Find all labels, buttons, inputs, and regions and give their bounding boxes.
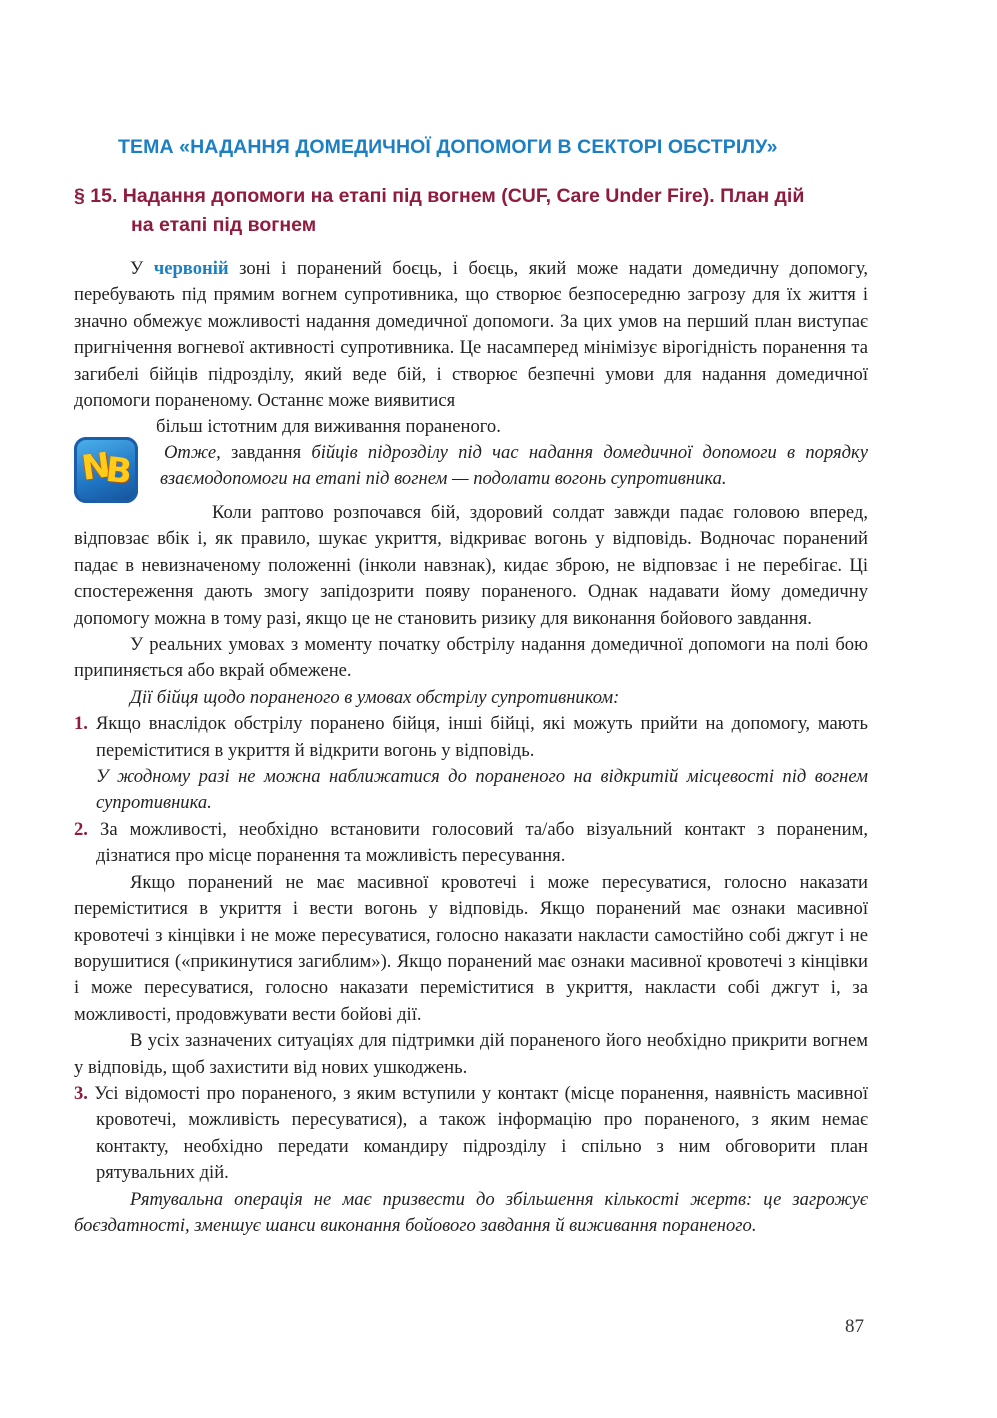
list-item-1-note: У жодному разі не можна наближатися до пораненого на відкритій місцевості під вогнем супротивника. xyxy=(96,766,868,814)
nb-lead: Отже, xyxy=(164,442,221,463)
paragraph-rescue-operation: Рятувальна операція не має призвести до збільшення кількості жертв: це загрожує боєздатності, зменшує шанси виконання бойового завдання й виживання пораненого. xyxy=(74,1188,868,1236)
red-zone-term: червоній xyxy=(153,258,229,279)
paragraph-intro xyxy=(74,256,868,441)
theme-heading: ТЕМА «НАДАННЯ ДОМЕДИЧНОЇ ДОПОМОГИ В СЕКТОРІ ОБСТРІЛУ» xyxy=(118,136,778,158)
intro-text-post: зоні і поранений боєць, і боєць, який може надати домедичну допомогу, перебувають під прямим вогнем супротивника, що створює безпосередню загрозу для їх життя і значно обмежує можливості надання домедичної допомоги. За цих умов на перший план виступає пригнічення вогневої активності супротивника. Це насамперед мінімізує вірогідність поранення та загибелі бійців підрозділу, який веде бій, і створює безпечні умови для надання домедичної допомоги пораненому. Останнє може виявитися xyxy=(74,258,868,412)
actions-heading: Дії бійця щодо пораненого в умовах обстрілу супротивником: xyxy=(130,686,620,708)
list-item-2: 2. За можливості, необхідно встановити голосовий та/або візуальний контакт з пораненим, дізнатися про місце поранення та можливість пересування. xyxy=(74,818,868,867)
section-title-line-2: на етапі під вогнем xyxy=(131,214,317,236)
nb-note-text xyxy=(160,440,868,493)
section-title xyxy=(74,182,868,240)
intro-text-pre: У xyxy=(130,258,154,279)
paragraph-cover-fire: В усіх зазначених ситуаціях для підтримки дій пораненого його необхідно прикрити вогнем у відповідь, щоб захистити від нових ушкоджень. xyxy=(74,1030,868,1078)
list-item-3: 3. Усі відомості про пораненого, з яким вступили у контакт (місце поранення, наявність масивної кровотечі, можливість пересуватися), а також інформацію про пораненого, з яким немає контакту, необхідно передати командиру підрозділу і спільно з ним обговорити план рятувальних дій. xyxy=(74,1082,868,1184)
nb-rest: бійців підрозділу під час надання домедичної допомоги в порядку взаємодопомоги на етапі під вогнем — подолати вогонь супротивника. xyxy=(160,442,868,490)
list-item-1: 1. Якщо внаслідок обстрілу поранено бійця, інші бійці, які можуть прийти на допомогу, мають переміститися в укриття й відкрити вогонь у відповідь. xyxy=(74,713,868,761)
page-number: 87 xyxy=(845,1316,864,1337)
intro-last-line: більш істотним для виживання пораненого. xyxy=(156,416,501,438)
nb-mid: завдання xyxy=(220,442,312,463)
paragraph-real-conditions: У реальних умовах з моменту початку обстрілу надання домедичної допомоги на полі бою припиняється або вкрай обмежене. xyxy=(74,634,868,682)
section-title-line-1: § 15. Надання допомоги на етапі під вогнем (CUF, Care Under Fire). План дій xyxy=(74,185,805,207)
paragraph-observation: Коли раптово розпочався бій, здоровий солдат завжди падає головою вперед, відповзає вбік і, як правило, шукає укриття, відкриває вогонь у відповідь. Водночас поранений падає в невизначеному положенні (інколи навзнак), кидає зброю, не відповзає і не перебігає. Ці спостереження дають змогу запідозрити появу пораненого. Однак надавати йому домедичну допомогу можна в тому разі, якщо це не становить ризику для виконання бойового завдання. У реальних умовах з моменту початку обстрілу надання домедичної допомоги на полі бою припиняється або вкрай обмежене. Дії бійця щодо пораненого в умовах обстрілу супротивником: 1. Якщо внаслідок обстрілу поранено бійця, інші бійці, які можуть прийти на допомогу, мають переміститися в укриття й відкрити вогонь у відповідь. У жодному разі не можна наближатися до пораненого на відкритій місцевості під вогнем супротивника. 2. За можливості, необхідно встановити голосовий та/або візуальний контакт з пораненим, дізнатися про місце поранення та можливість пересування. Якщо поранений не має масивної кровотечі і може пересуватися, голосно наказати переміститися в укриття і вести вогонь у відповідь. Якщо поранений має ознаки масивної кровотечі з кінцівки і не може пересуватися, голосно наказати накласти самостійно собі джгут і не ворушитися («прикинутися загиблим»). Якщо поранений має ознаки масивної кровотечі з кінцівки і може пересуватися, голосно наказати переміститися в укриття, накласти собі джгут і, за можливості, продовжувати вести бойові дії. В усіх зазначених ситуаціях для підтримки дій пораненого його необхідно прикрити вогнем у відповідь, щоб захистити від нових ушкоджень. 3. Усі відомості про пораненого, з яким вступили у контакт (місце поранення, наявність масивної кровотечі, можливість пересуватися), а також інформацію про пораненого, з яким немає контакту, необхідно передати командиру підрозділу і спільно з ним обговорити план рятувальних дій. Рятувальна операція не має призвести до збільшення кількості жертв: це загрожує боєздатності, зменшує шанси виконання бойового завдання й виживання пораненого. xyxy=(74,500,868,1239)
paragraph-bleeding: Якщо поранений не має масивної кровотечі і може пересуватися, голосно наказати переміститися в укриття і вести вогонь у відповідь. Якщо поранений має ознаки масивної кровотечі з кінцівки і не може пересуватися, голосно наказати накласти самостійно собі джгут і не ворушитися («прикинутися загиблим»). Якщо поранений має ознаки масивної кровотечі з кінцівки і може пересуватися, голосно наказати переміститися в укриття, накласти собі джгут і, за можливості, продовжувати вести бойові дії. xyxy=(74,871,868,1025)
nb-note-icon: N B xyxy=(74,437,138,503)
